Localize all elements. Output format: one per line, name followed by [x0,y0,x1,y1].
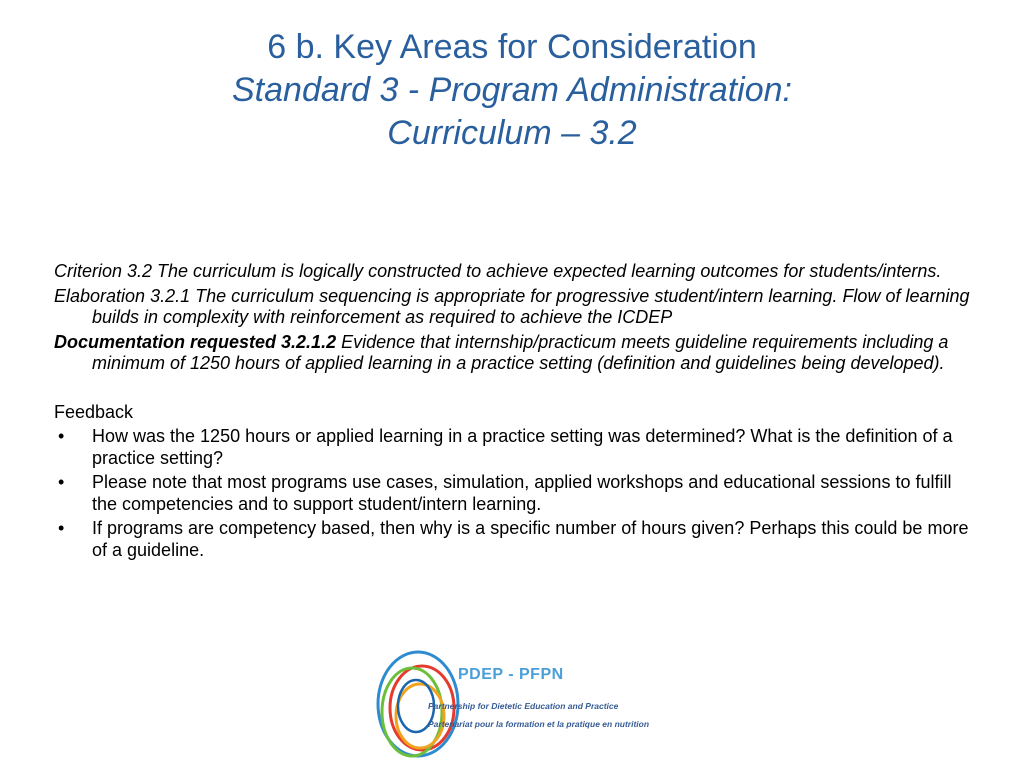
logo-name: PDEP - PFPN [458,666,564,683]
elaboration-paragraph [54,286,974,329]
documentation-paragraph [54,332,974,375]
title-line-2: Standard 3 - Program Administration: [232,71,792,109]
bullet-icon: • [58,472,65,492]
elaboration-text: Elaboration 3.2.1 The curriculum sequencing is appropriate for progressive student/intern learning. Flow of learning builds in complexity with reinforcement as required to achieve the ICDEP [54,285,970,327]
criterion-paragraph [54,261,974,283]
feedback-item-text: If programs are competency based, then why is a specific number of hours given? Perhaps this could be more of a guideline. [92,518,969,560]
pdep-logo [372,646,650,764]
feedback-item-text: How was the 1250 hours or applied learning in a practice setting was determined? What is the definition of a practice setting? [92,426,953,468]
feedback-item [54,426,974,469]
logo-french-tagline: Partenariat pour la formation et la pratique en nutrition [428,719,650,729]
logo-ring-orange [396,684,444,748]
slide-title [0,26,1024,155]
title-line-1: 6 b. Key Areas for Consideration [267,28,757,66]
bullet-icon: • [58,426,65,446]
feedback-item [54,518,974,561]
criterion-text: Criterion 3.2 The curriculum is logically constructed to achieve expected learning outcomes for students/interns. [54,261,942,281]
feedback-item [54,472,974,515]
title-line-3: Curriculum – 3.2 [387,114,637,152]
documentation-text: Evidence that internship/practicum meets guideline requirements including a minimum of 1250 hours of applied learning in a practice setting (definition and guidelines being developed). [92,331,949,373]
bullet-icon: • [58,518,65,538]
feedback-item-text: Please note that most programs use cases, simulation, applied workshops and educational sessions to fulfill the competencies and to support student/intern learning. [92,472,952,514]
documentation-label: Documentation requested 3.2.1.2 [54,331,337,352]
feedback-heading: Feedback [54,401,134,422]
spacer [54,378,974,402]
logo-english-tagline: Partnership for Dietetic Education and Practice [428,701,619,711]
slide-body [54,261,974,564]
